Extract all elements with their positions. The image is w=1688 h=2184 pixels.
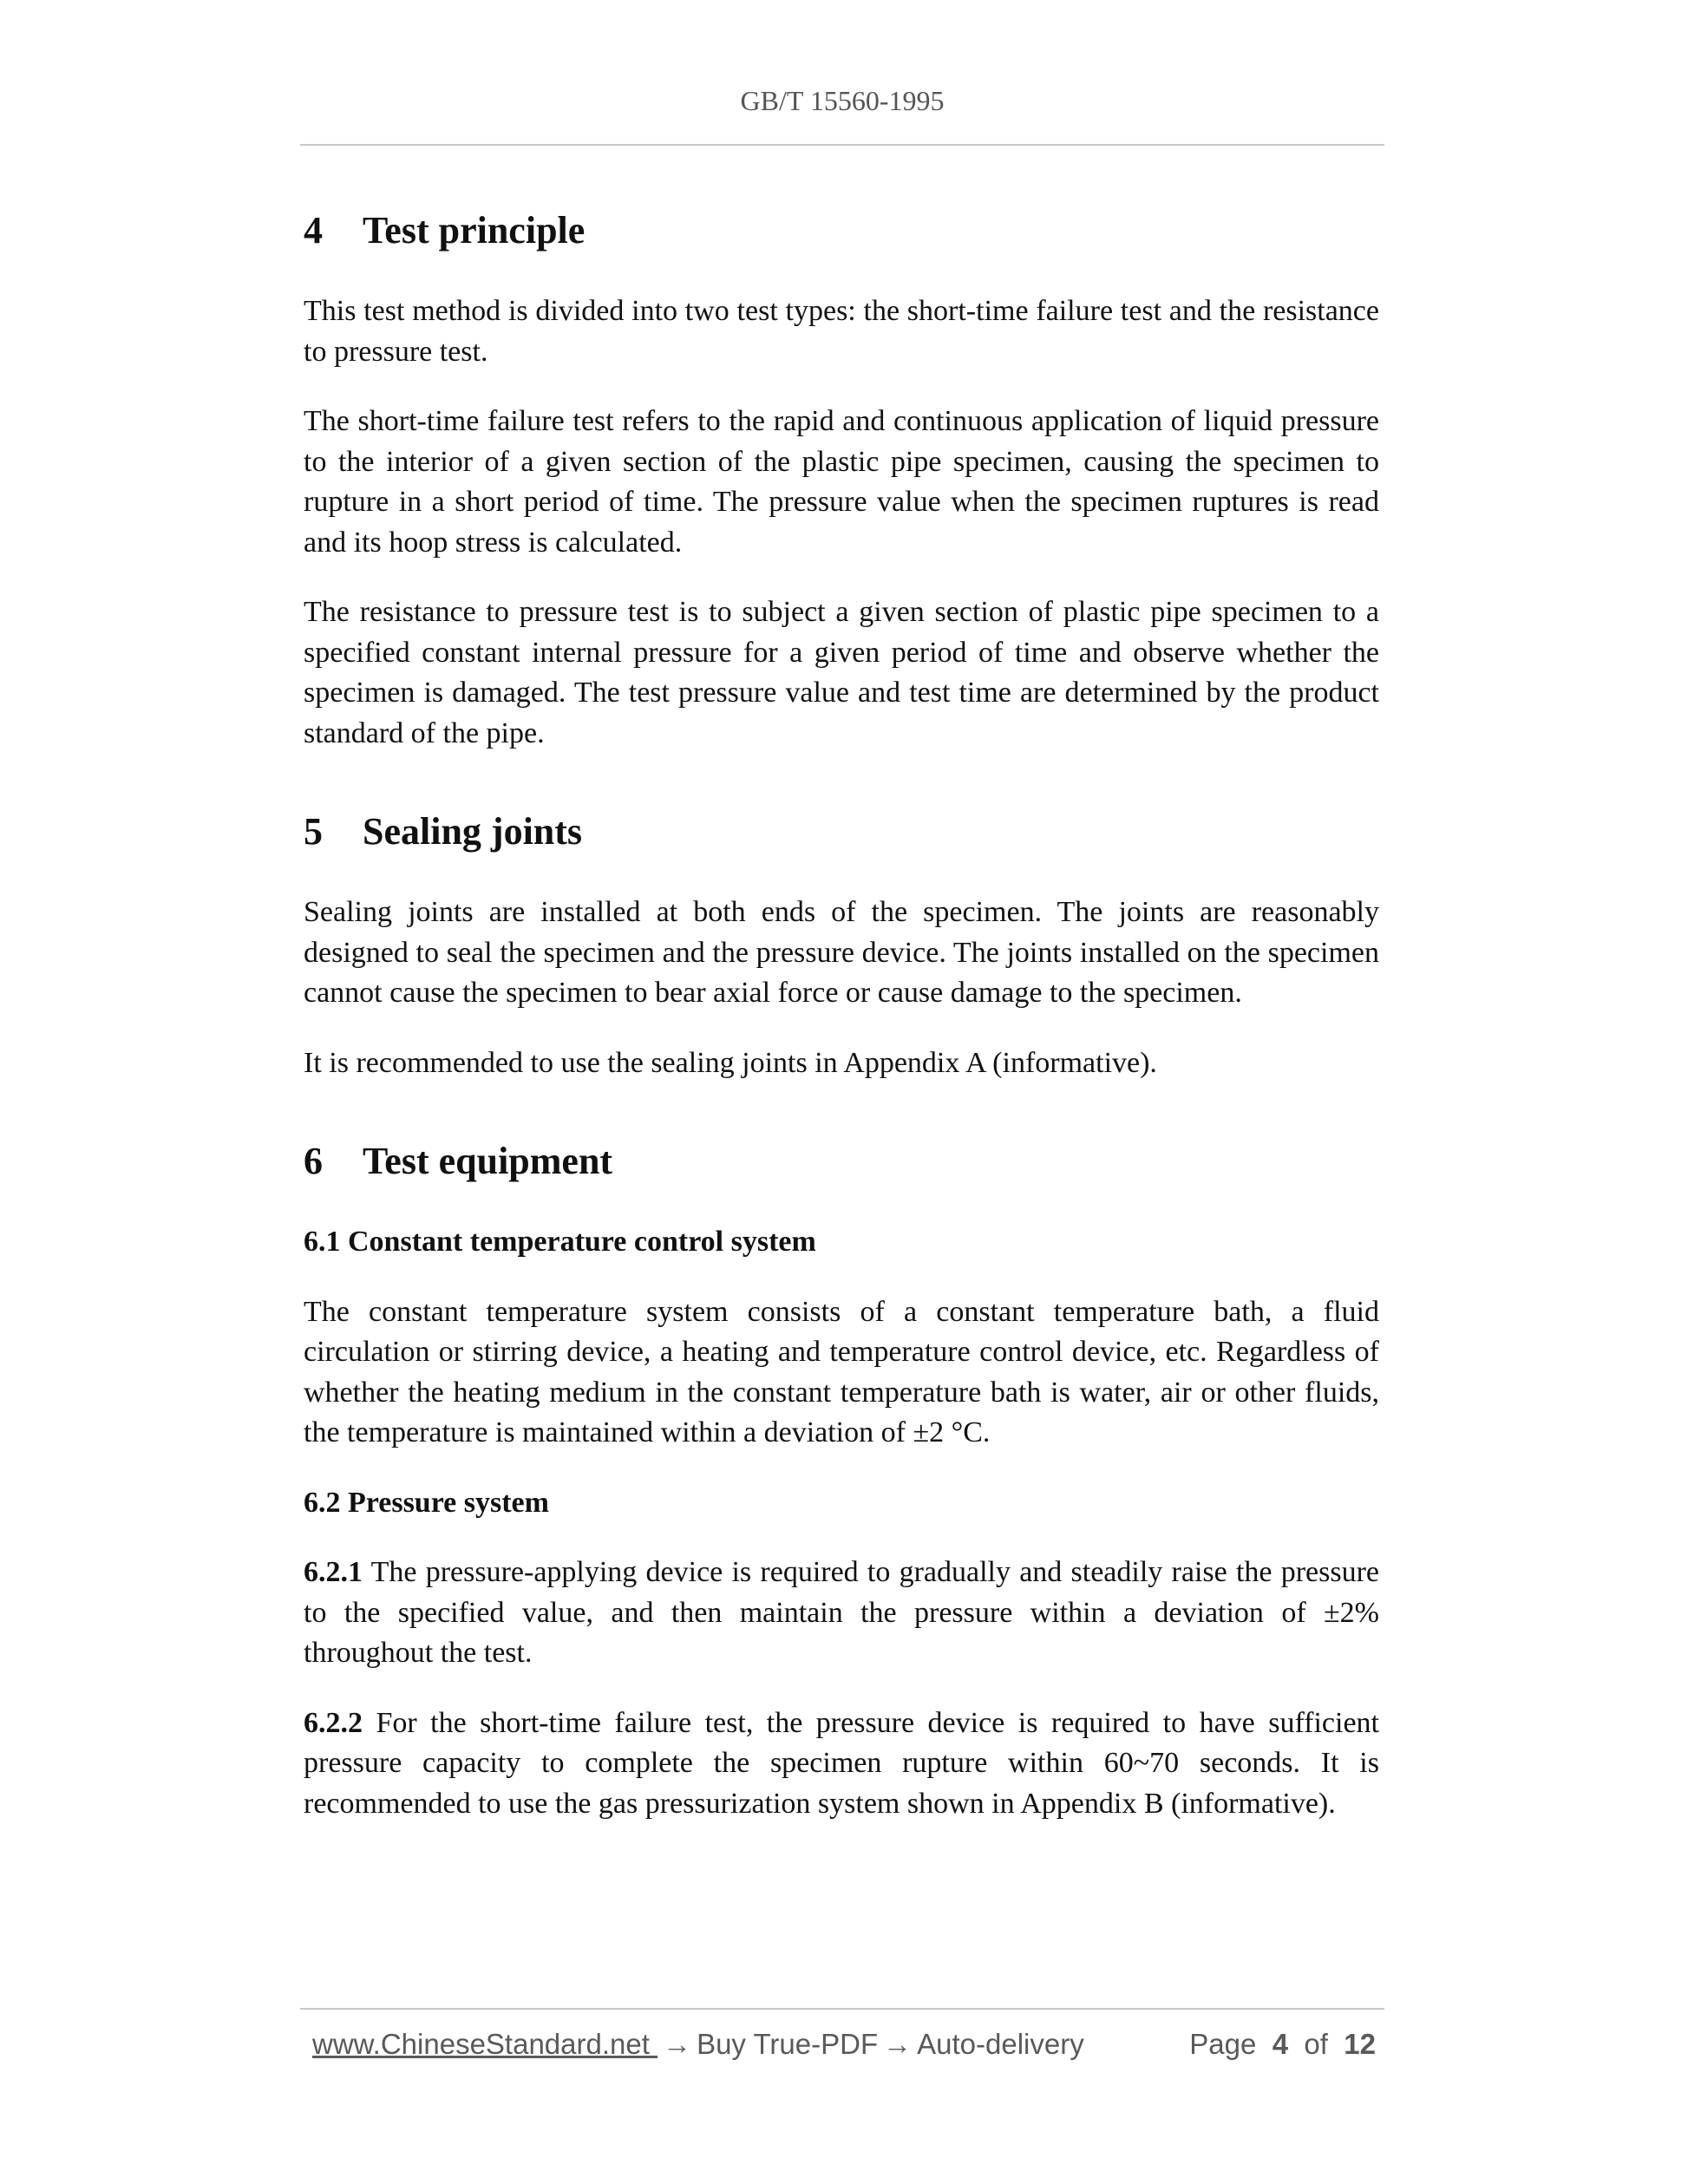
section-4-heading bbox=[304, 206, 1379, 255]
footer-divider bbox=[300, 2008, 1384, 2010]
footer-links bbox=[312, 2028, 1084, 2061]
subsection-6-1-heading: 6.1 Constant temperature control system bbox=[304, 1226, 816, 1258]
site-link[interactable]: www.ChineseStandard.net bbox=[312, 2028, 658, 2060]
paragraph: The resistance to pressure test is to subject a given section of plastic pipe specimen to a specified constant internal pressure for a given period of time and observe whether the specimen is damaged. The test pressure value and test time are determined by the product standard of the pipe. bbox=[304, 596, 1379, 749]
page-footer bbox=[312, 2028, 1376, 2061]
section-title: Test principle bbox=[363, 209, 586, 252]
header-divider bbox=[300, 144, 1384, 146]
paragraph: It is recommended to use the sealing joints in Appendix A (informative). bbox=[304, 1046, 1157, 1079]
section-number: 6 bbox=[304, 1140, 323, 1182]
clause-text: The pressure-applying device is required to gradually and steadily raise the pressure to the specified value, and then maintain the pressure within a deviation of ±2% throughout the test. bbox=[304, 1556, 1379, 1669]
page-number: 4 bbox=[1272, 2028, 1289, 2060]
clause-6-2-1 bbox=[304, 1553, 1379, 1674]
arrow-right-icon: → bbox=[883, 2028, 913, 2060]
clause-text: For the short-time failure test, the pressure device is required to have sufficient pressure capacity to complete the specimen rupture within 60~70 seconds. It is recommended to use the gas pressurization system shown in Appendix B (informative). bbox=[304, 1706, 1379, 1820]
page-content bbox=[304, 206, 1379, 1824]
page-header: GB/T 15560-1995 bbox=[740, 85, 945, 116]
page-label: Page bbox=[1189, 2028, 1257, 2060]
paragraph: The constant temperature system consists of a constant temperature bath, a fluid circulation or stirring device, a heating and temperature control device, etc. Regardless of whether the heating medium in the constant temperature bath is water, air or other fluids, the temperature is maintained within a deviation of ±2 °C. bbox=[304, 1295, 1379, 1448]
section-6-heading bbox=[304, 1137, 1379, 1186]
arrow-right-icon: → bbox=[663, 2028, 692, 2060]
section-title: Test equipment bbox=[363, 1140, 613, 1182]
buy-text: Buy True-PDF bbox=[697, 2028, 879, 2060]
clause-number: 6.2.2 bbox=[304, 1706, 363, 1739]
section-number: 5 bbox=[304, 810, 323, 853]
of-label: of bbox=[1304, 2028, 1328, 2060]
paragraph: This test method is divided into two test types: the short-time failure test and the resistance to pressure test. bbox=[304, 295, 1379, 368]
paragraph: The short-time failure test refers to the rapid and continuous application of liquid pressure to the interior of a given section of the plastic pipe specimen, causing the specimen to rupture in a short period of time. The pressure value when the specimen ruptures is read and its hoop stress is calculated. bbox=[304, 405, 1379, 559]
subsection-6-2-heading: 6.2 Pressure system bbox=[304, 1486, 549, 1519]
clause-number: 6.2.1 bbox=[304, 1556, 363, 1588]
delivery-text: Auto-delivery bbox=[917, 2028, 1084, 2060]
clause-6-2-2 bbox=[304, 1703, 1379, 1825]
section-5-heading bbox=[304, 808, 1379, 856]
section-title: Sealing joints bbox=[363, 810, 583, 853]
paragraph: Sealing joints are installed at both ends of the specimen. The joints are reasonably designed to seal the specimen and the pressure device. The joints installed on the specimen cannot cause the specimen to bear axial force or cause damage to the specimen. bbox=[304, 896, 1379, 1009]
page-indicator bbox=[1189, 2028, 1376, 2061]
section-number: 4 bbox=[304, 209, 323, 252]
page-total: 12 bbox=[1344, 2028, 1376, 2060]
